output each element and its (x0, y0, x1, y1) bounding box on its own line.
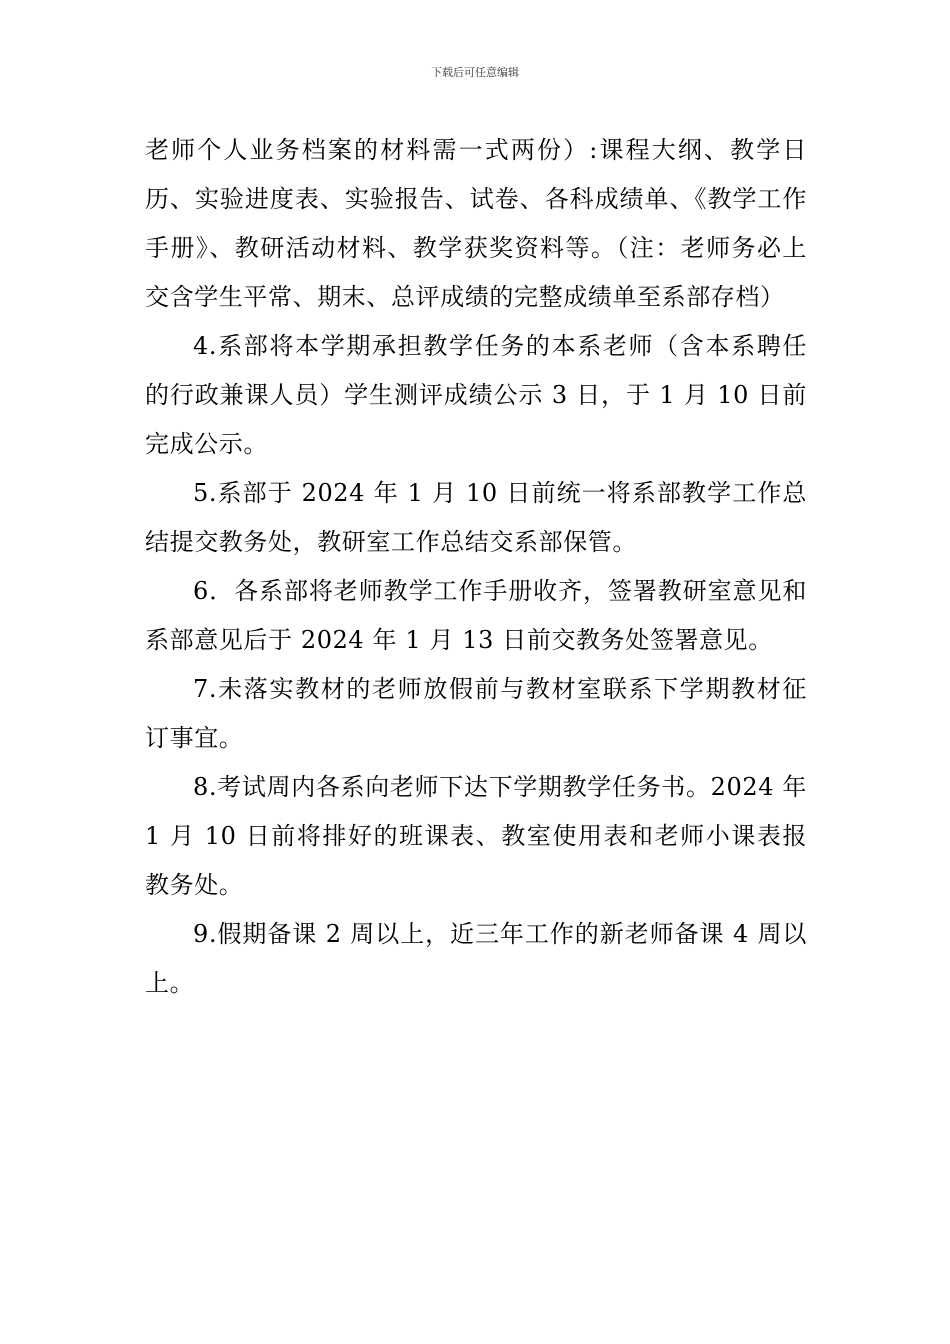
paragraph-item-5: 5.系部于 2024 年 1 月 10 日前统一将系部教学工作总结提交教务处，教研室工作总结交系部保管。 (145, 479, 807, 556)
paragraph-archive-materials: 老师个人业务档案的材料需一式两份）:课程大纲、教学日历、实验进度表、实验报告、试卷、各科成绩单、《教学工作手册》、教研活动材料、教学获奖资料等。（注：老师务必上交含学生平常、期末、总评成绩的完整成绩单至系部存档） (145, 136, 807, 311)
paragraph-item-4: 4.系部将本学期承担教学任务的本系老师（含本系聘任的行政兼课人员）学生测评成绩公示 3 日，于 1 月 10 日前完成公示。 (145, 332, 807, 458)
paragraph-item-7: 7.未落实教材的老师放假前与教材室联系下学期教材征订事宜。 (145, 675, 807, 752)
paragraph-item-8: 8.考试周内各系向老师下达下学期教学任务书。2024 年 1 月 10 日前将排好的班课表、教室使用表和老师小课表报教务处。 (145, 773, 807, 899)
paragraph-item-6: 6．各系部将老师教学工作手册收齐，签署教研室意见和系部意见后于 2024 年 1 月 13 日前交教务处签署意见。 (145, 577, 807, 654)
page-header: 下载后可任意编辑 (431, 66, 519, 79)
paragraph-item-9: 9.假期备课 2 周以上，近三年工作的新老师备课 4 周以上。 (145, 920, 807, 997)
document-body (145, 126, 807, 1008)
